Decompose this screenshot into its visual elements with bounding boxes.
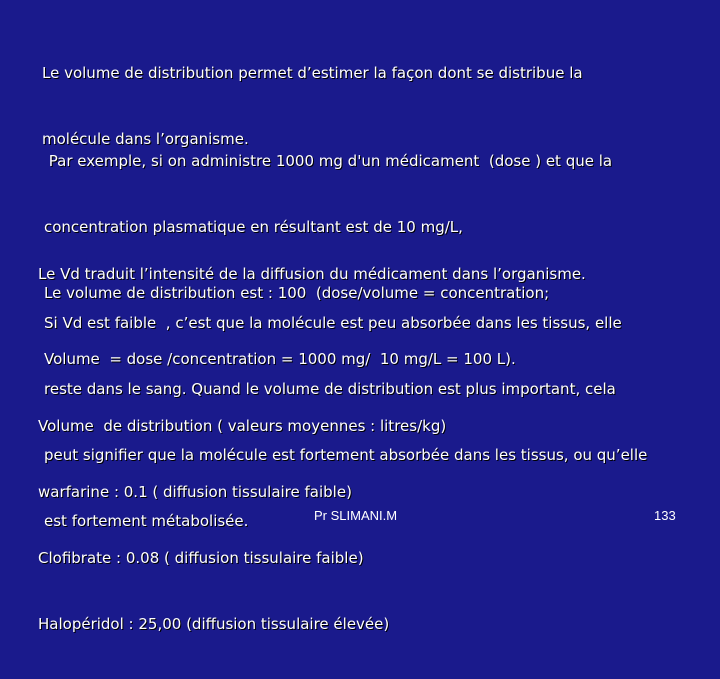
page-number: 133	[654, 508, 676, 523]
text-line: Clofibrate : 0.08 ( diffusion tissulaire faible)	[38, 549, 364, 567]
footer-author: Pr SLIMANI.M	[314, 508, 398, 523]
text-line: Volume = dose /concentration = 1000 mg/ 10 mg/L = 100 L).	[44, 350, 516, 368]
text-line: Le Vd traduit l’intensité de la diffusion du médicament dans l’organisme.	[38, 265, 586, 283]
text-line: Le volume de distribution est : 100 (dose/volume = concentration;	[44, 284, 550, 302]
text-line: Le volume de distribution permet d’estimer la façon dont se distribue la	[42, 64, 583, 82]
text-line: molécule dans l’organisme.	[42, 130, 249, 148]
text-line: Volume de distribution ( valeurs moyennes : litres/kg)	[38, 417, 447, 435]
text-line: concentration plasmatique en résultant est de 10 mg/L,	[44, 218, 463, 236]
text-line: Halopéridol : 25,00 (diffusion tissulaire élevée)	[38, 615, 390, 633]
paragraph-vd-values	[38, 371, 446, 679]
text-line: peut signifier que la molécule est fortement absorbée dans les tissus, ou qu’elle	[44, 446, 648, 464]
text-line: est fortement métabolisée.	[44, 512, 249, 530]
text-line: Par exemple, si on administre 1000 mg d'un médicament (dose ) et que la	[44, 152, 613, 170]
text-line: warfarine : 0.1 ( diffusion tissulaire faible)	[38, 483, 352, 501]
text-line: Si Vd est faible , c’est que la molécule est peu absorbée dans les tissus, elle	[44, 314, 622, 332]
text-line: reste dans le sang. Quand le volume de distribution est plus important, cela	[44, 380, 616, 398]
